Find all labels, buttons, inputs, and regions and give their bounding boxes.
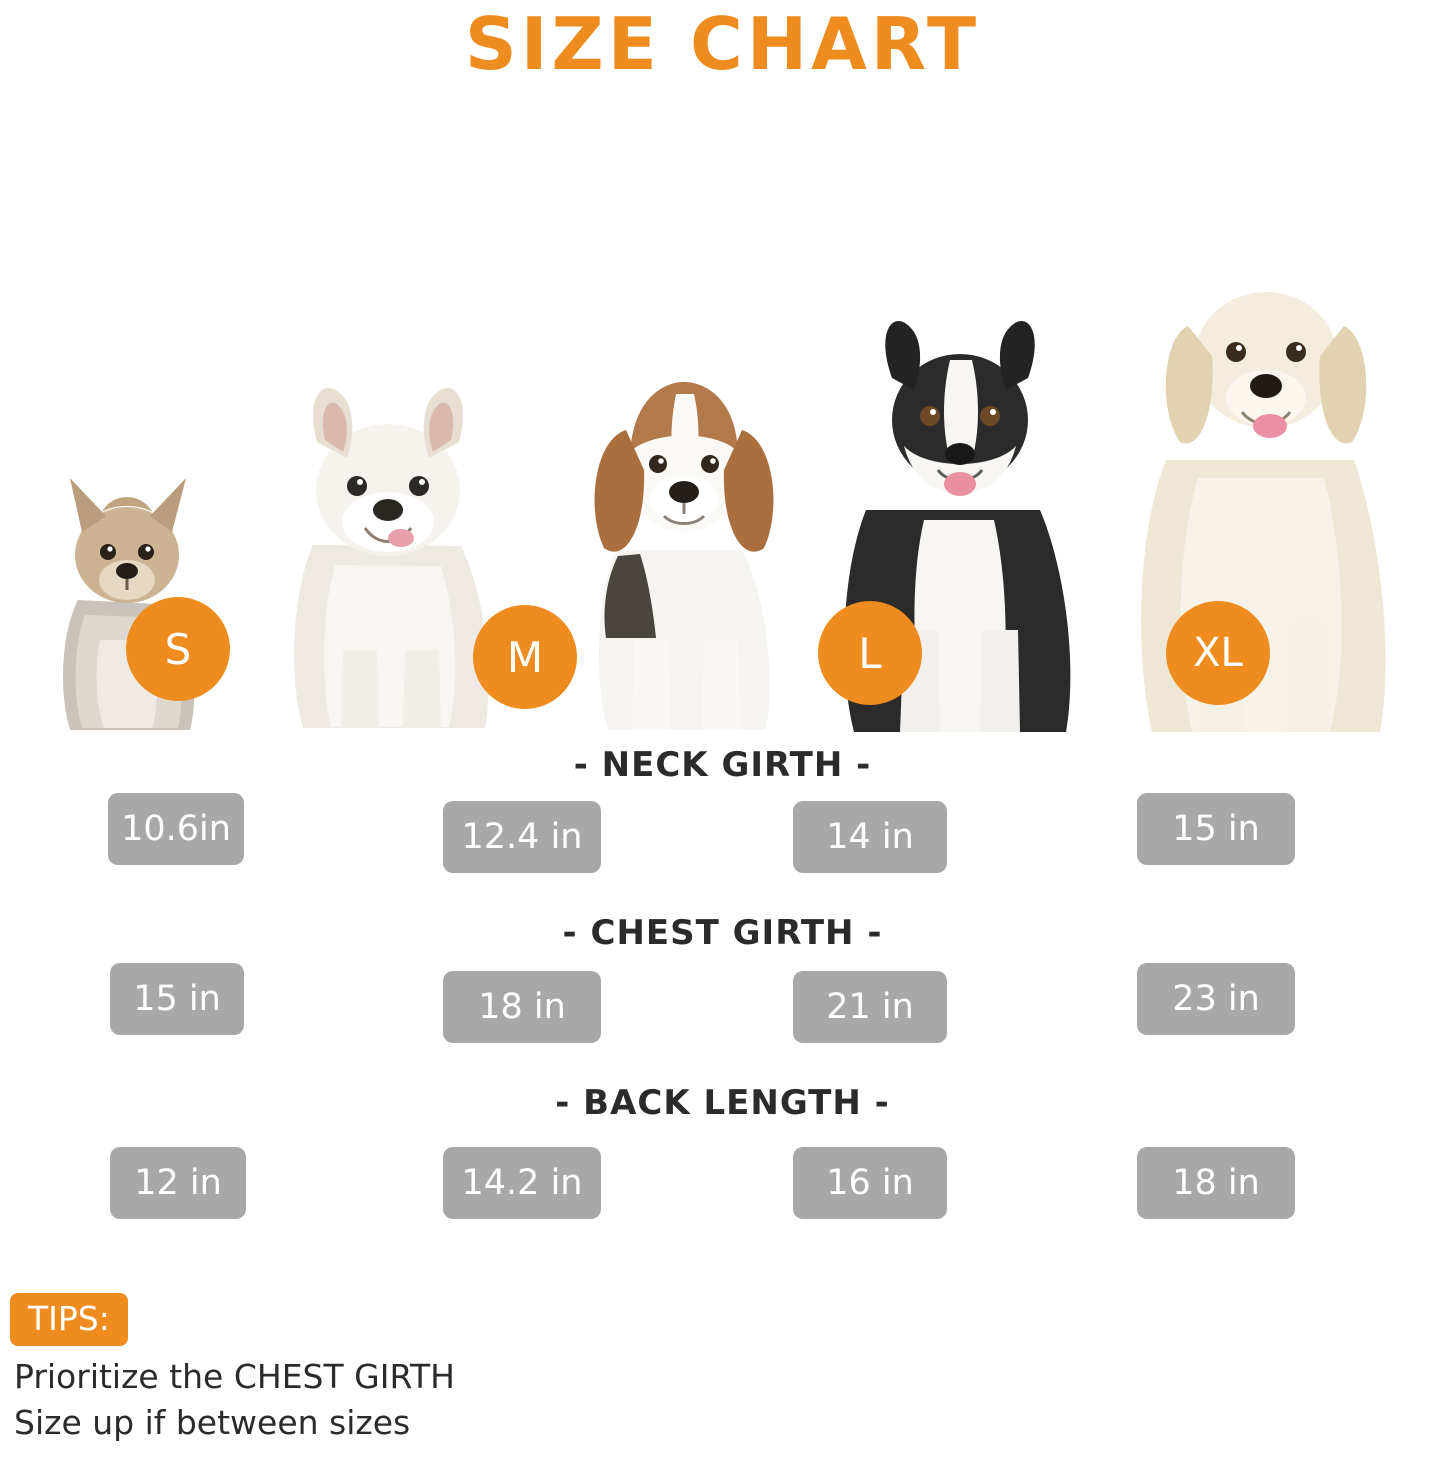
value-chest-girth-s: 15 in (110, 963, 244, 1035)
value-neck-girth-s: 10.6in (108, 793, 244, 865)
dog-image-french-bulldog (273, 350, 508, 740)
value-back-length-m: 14.2 in (443, 1147, 601, 1219)
value-chest-girth-m: 18 in (443, 971, 601, 1043)
size-badge-m[interactable] (473, 605, 577, 709)
size-badge-xl[interactable] (1166, 601, 1270, 705)
size-badge-label: S (164, 624, 192, 674)
value-neck-girth-m: 12.4 in (443, 801, 601, 873)
size-badge-label: M (506, 632, 544, 682)
page-title: SIZE CHART (464, 2, 981, 86)
value-chest-girth-xl: 23 in (1137, 963, 1295, 1035)
value-back-length-s: 12 in (110, 1147, 246, 1219)
section-heading-chest-girth: - CHEST GIRTH - (562, 913, 883, 953)
value-chest-girth-l: 21 in (793, 971, 947, 1043)
size-badge-s[interactable] (126, 597, 230, 701)
value-back-length-l: 16 in (793, 1147, 947, 1219)
tips-line-1: Prioritize the CHEST GIRTH (14, 1357, 455, 1396)
section-heading-neck-girth: - NECK GIRTH - (573, 745, 872, 785)
tips-badge: TIPS: (10, 1293, 128, 1346)
value-back-length-xl: 18 in (1137, 1147, 1295, 1219)
value-neck-girth-xl: 15 in (1137, 793, 1295, 865)
size-badge-l[interactable] (818, 601, 922, 705)
tips-line-2: Size up if between sizes (14, 1403, 411, 1442)
value-neck-girth-l: 14 in (793, 801, 947, 873)
section-heading-back-length: - BACK LENGTH - (555, 1083, 890, 1123)
size-badge-label: XL (1193, 630, 1243, 676)
dog-image-beagle (560, 320, 810, 740)
size-badge-label: L (858, 628, 882, 678)
